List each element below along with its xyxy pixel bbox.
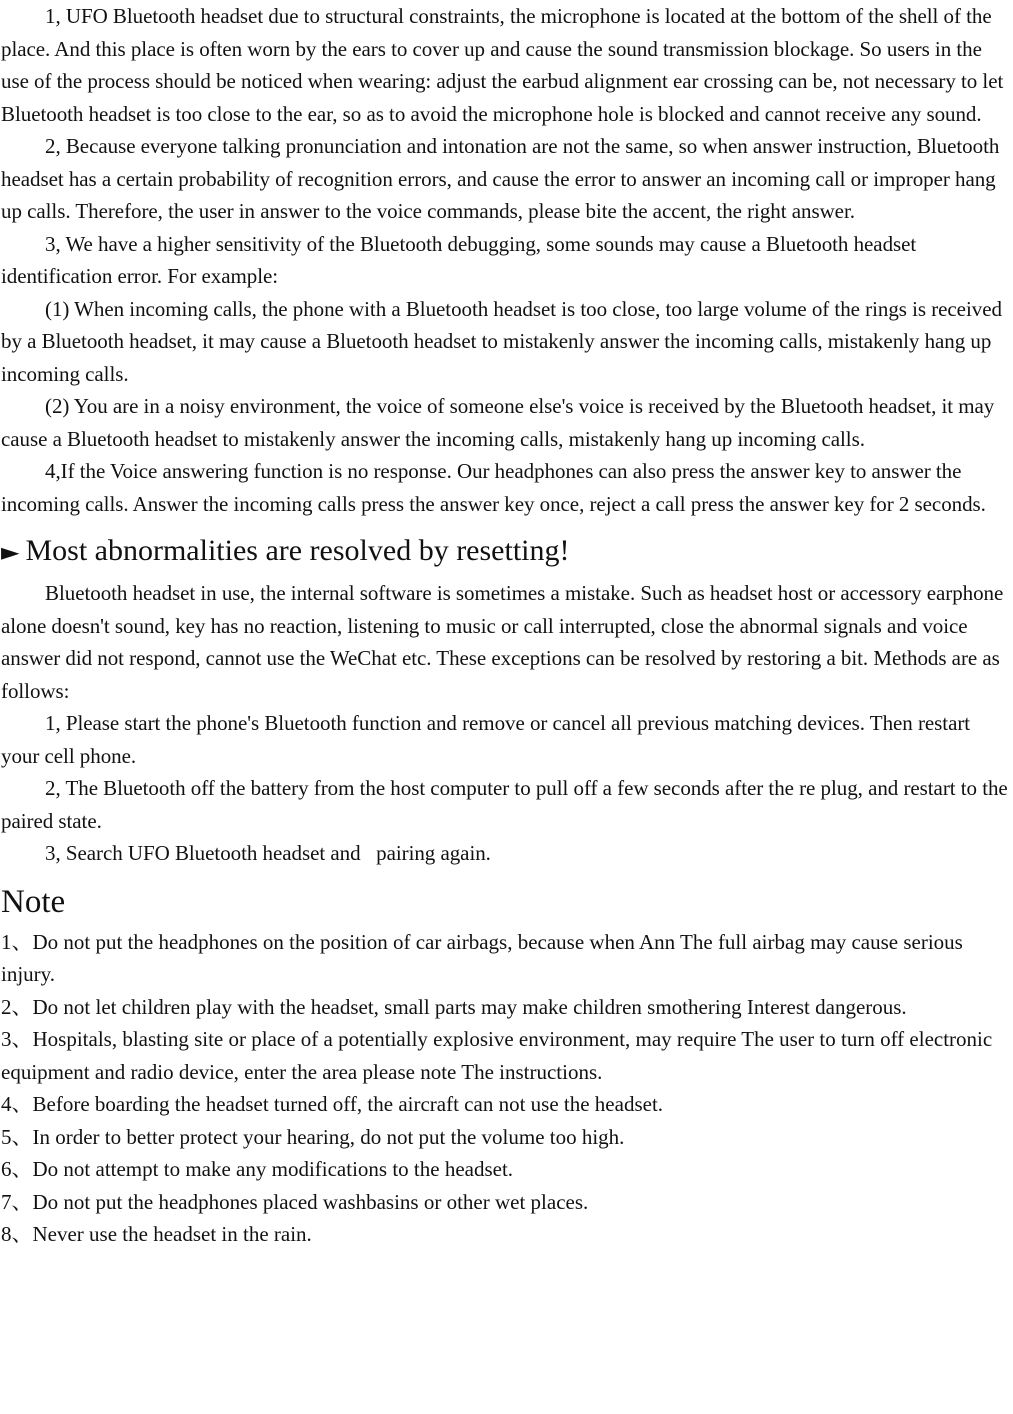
reset-heading-text: Most abnormalities are resolved by resetting! xyxy=(25,534,570,567)
note-list xyxy=(1,926,1013,1251)
note-item-3: 3、Hospitals, blasting site or place of a potentially explosive environment, may require The user to turn off electronic equipment and radio device, enter the area please note The instructions. xyxy=(1,1027,993,1084)
note-title: Note xyxy=(1,883,66,920)
troubleshooting-section xyxy=(1,0,1013,520)
reset-section xyxy=(1,533,1013,870)
note-item-1: 1、Do not put the headphones on the position of car airbags, because when Ann The full airbag may cause serious injury. xyxy=(1,929,963,986)
note-section xyxy=(1,882,1013,1251)
reset-step-2: 2, The Bluetooth off the battery from the host computer to pull off a few seconds after the re plug, and restart to the paired state. xyxy=(1,776,1008,833)
note-item-5: 5、In order to better protect your hearing, do not put the volume too high. xyxy=(1,1124,625,1149)
reset-heading xyxy=(1,533,1013,570)
note-item-8: 8、Never use the headset in the rain. xyxy=(1,1222,312,1246)
reset-intro-paragraph: Bluetooth headset in use, the internal software is sometimes a mistake. Such as headset host or accessory earphone alone doesn't sound, key has no reaction, listening to music or call interrupted, close the abnormal signals and voice answer did not respond, cannot use the WeChat etc. These exceptions can be resolved by restoring a bit. Methods are as follows: xyxy=(1,581,1004,703)
note-item-2: 2、Do not let children play with the headset, small parts may make children smothering Interest dangerous. xyxy=(1,994,907,1019)
troubleshooting-paragraph-1: 1, UFO Bluetooth headset due to structural constraints, the microphone is located at the bottom of the shell of the place. And this place is often worn by the ears to cover up and cause the sound transmission blockage. So users in the use of the process should be noticed when wearing: adjust the earbud alignment ear crossing can be, not necessary to let Bluetooth headset is too close to the ear, so as to avoid the microphone hole is blocked and cannot receive any sound. xyxy=(1,4,1004,126)
play-arrow-icon: ► xyxy=(1,538,20,566)
troubleshooting-example-1: (1) When incoming calls, the phone with a Bluetooth headset is too close, too large volume of the rings is received by a Bluetooth headset, it may cause a Bluetooth headset to mistakenly answer the incoming calls, mistakenly hang up incoming calls. xyxy=(1,296,1002,386)
note-item-4: 4、Before boarding the headset turned off, the aircraft can not use the headset. xyxy=(1,1092,664,1116)
troubleshooting-paragraph-3: 3, We have a higher sensitivity of the Bluetooth debugging, some sounds may cause a Bluetooth headset identification error. For example: xyxy=(1,231,917,288)
troubleshooting-paragraph-4: 4,If the Voice answering function is no response. Our headphones can also press the answer key to answer the incoming calls. Answer the incoming calls press the answer key once, reject a call press the answer key for 2 seconds. xyxy=(1,459,986,516)
note-item-6: 6、Do not attempt to make any modifications to the headset. xyxy=(1,1157,514,1181)
note-item-7: 7、Do not put the headphones placed washbasins or other wet places. xyxy=(1,1189,589,1214)
troubleshooting-paragraph-2: 2, Because everyone talking pronunciation and intonation are not the same, so when answer instruction, Bluetooth headset has a certain probability of recognition errors, and cause the error to answer an incoming call or improper hang up calls. Therefore, the user in answer to the voice commands, please bite the accent, the right answer. xyxy=(1,134,1000,223)
reset-step-1: 1, Please start the phone's Bluetooth function and remove or cancel all previous matching devices. Then restart your cell phone. xyxy=(1,711,971,768)
troubleshooting-example-2: (2) You are in a noisy environment, the voice of someone else's voice is received by the Bluetooth headset, it may cause a Bluetooth headset to mistakenly answer the incoming calls, mistakenly hang up incoming calls. xyxy=(1,394,995,451)
reset-step-3: 3, Search UFO Bluetooth headset and pairing again. xyxy=(45,841,491,865)
